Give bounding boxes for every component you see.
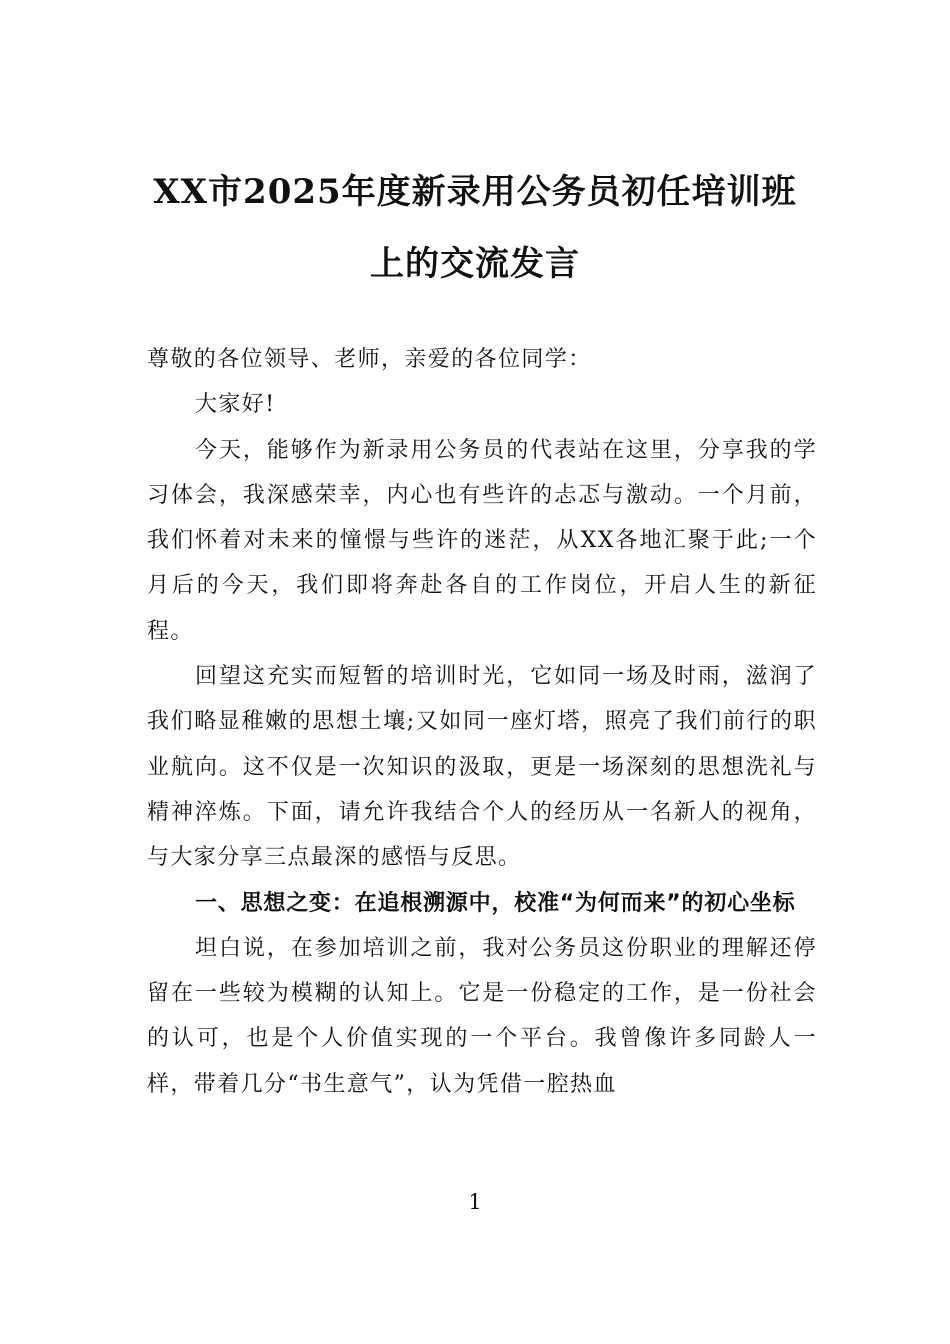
salutation: 尊敬的各位领导、老师，亲爱的各位同学： — [147, 347, 592, 372]
page-number: 1 — [468, 1190, 482, 1214]
document-title-line-1: XX市2025年度新录用公务员初任培训班 — [153, 172, 797, 212]
paragraph: 今天，能够作为新录用公务员的代表站在这里，分享我的学习体会，我深感荣幸，内心也有些许的忐忑与激动。一个月前，我们怀着对未来的憧憬与些许的迷茫，从XX各地汇聚于此;一个月后的今天，我们即将奔赴各自的工作岗位，开启人生的新征程。 — [147, 437, 817, 644]
paragraph: 回望这充实而短暂的培训时光，它如同一场及时雨，滋润了我们略显稚嫩的思想土壤;又如同一座灯塔，照亮了我们前行的职业航向。这不仅是一次知识的汲取，更是一场深刻的思想洗礼与精神淬炼。下面，请允许我结合个人的经历从一名新人的视角，与大家分享三点最深的感悟与反思。 — [147, 664, 817, 871]
section-heading: 一、思想之变：在追根溯源中，校准“为何而来”的初心坐标 — [195, 890, 796, 916]
greeting: 大家好! — [195, 392, 276, 418]
paragraph: 坦白说，在参加培训之前，我对公务员这份职业的理解还停留在一些较为模糊的认知上。它是一份稳定的工作，是一份社会的认可，也是个人价值实现的一个平台。我曾像许多同龄人一样，带着几分“书生意气”，认为凭借一腔热血 — [147, 935, 817, 1097]
document-title-line-2: 上的交流发言 — [370, 244, 580, 284]
document-body — [147, 337, 817, 1107]
